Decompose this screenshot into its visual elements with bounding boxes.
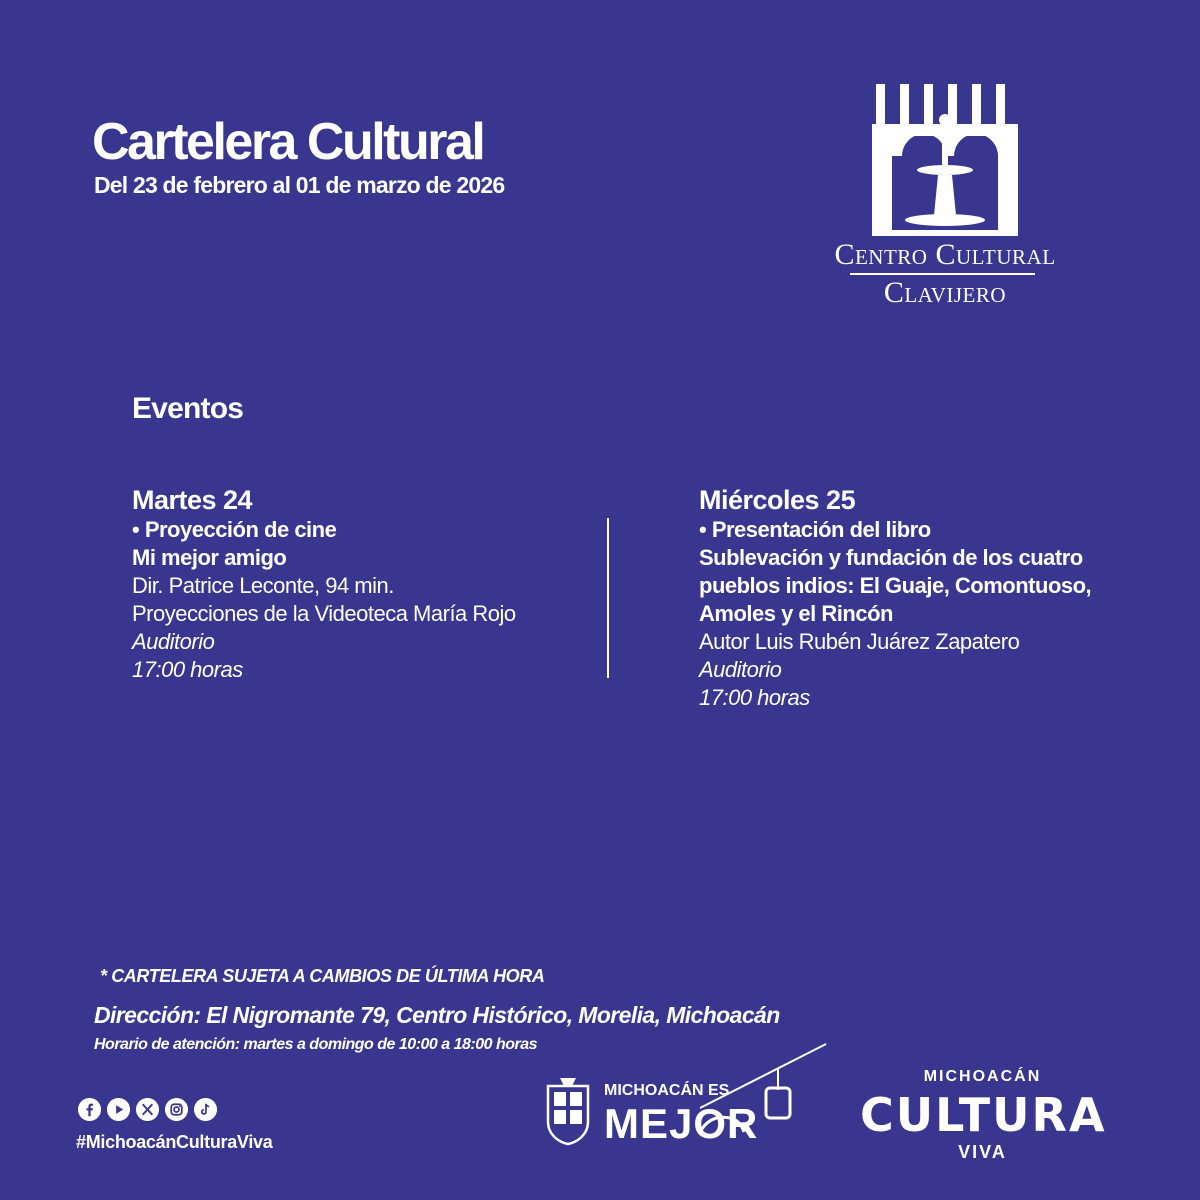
date-range: Del 23 de febrero al 01 de marzo de 2026: [94, 172, 505, 198]
event-detail: Proyecciones de la Videoteca María Rojo: [132, 601, 516, 626]
event-name: Sublevación y fundación de los cuatro pueblos indios: El Guaje, Comontuoso, Amoles y el Rincón: [699, 545, 1092, 626]
michoacan-logo-top: MICHOACÁN ES: [604, 1082, 730, 1099]
event-detail: Autor Luis Rubén Juárez Zapatero: [699, 629, 1020, 654]
michoacan-logo-big: MEJOR: [604, 1100, 759, 1147]
social-links: [78, 1098, 217, 1121]
hashtag: #MichoacánCulturaViva: [76, 1132, 273, 1152]
facebook-icon[interactable]: [78, 1098, 101, 1121]
cultura-logo-bot: VIVA: [958, 1142, 1007, 1162]
column-divider: [607, 518, 609, 678]
address: Dirección: El Nigromante 79, Centro Histórico, Morelia, Michoacán: [94, 1002, 780, 1028]
instagram-icon[interactable]: [165, 1098, 188, 1121]
event-category: • Proyección de cine: [132, 517, 337, 542]
event-name: Mi mejor amigo: [132, 545, 287, 570]
section-title: Eventos: [132, 392, 244, 425]
event-detail: Dir. Patrice Leconte, 94 min.: [132, 573, 394, 598]
opening-hours: Horario de atención: martes a domingo de 10:00 a 18:00 horas: [94, 1036, 538, 1053]
event-time: 17:00 horas: [132, 657, 243, 682]
page-title: Cartelera Cultural: [92, 113, 484, 171]
logo-divider: [850, 273, 1035, 275]
cultura-logo-mid: CULTURA: [860, 1088, 1107, 1142]
tiktok-icon[interactable]: [194, 1098, 217, 1121]
event-time: 17:00 horas: [699, 685, 810, 710]
event-card: [132, 484, 572, 684]
event-card: [699, 484, 1099, 712]
disclaimer: * CARTELERA SUJETA A CAMBIOS DE ÚLTIMA HORA: [100, 966, 545, 986]
logo-line-1: Centro Cultural: [834, 238, 1056, 271]
cultura-logo-top: MICHOACÁN: [923, 1068, 1042, 1085]
event-place: Auditorio: [699, 657, 782, 682]
youtube-icon[interactable]: [107, 1098, 130, 1121]
event-category: • Presentación del libro: [699, 517, 931, 542]
x-icon[interactable]: [136, 1098, 159, 1121]
event-day: Miércoles 25: [699, 485, 856, 515]
logo-line-2: Clavijero: [883, 276, 1007, 309]
event-place: Auditorio: [132, 629, 215, 654]
event-day: Martes 24: [132, 485, 253, 515]
fountain-arches-icon: [800, 80, 1090, 240]
